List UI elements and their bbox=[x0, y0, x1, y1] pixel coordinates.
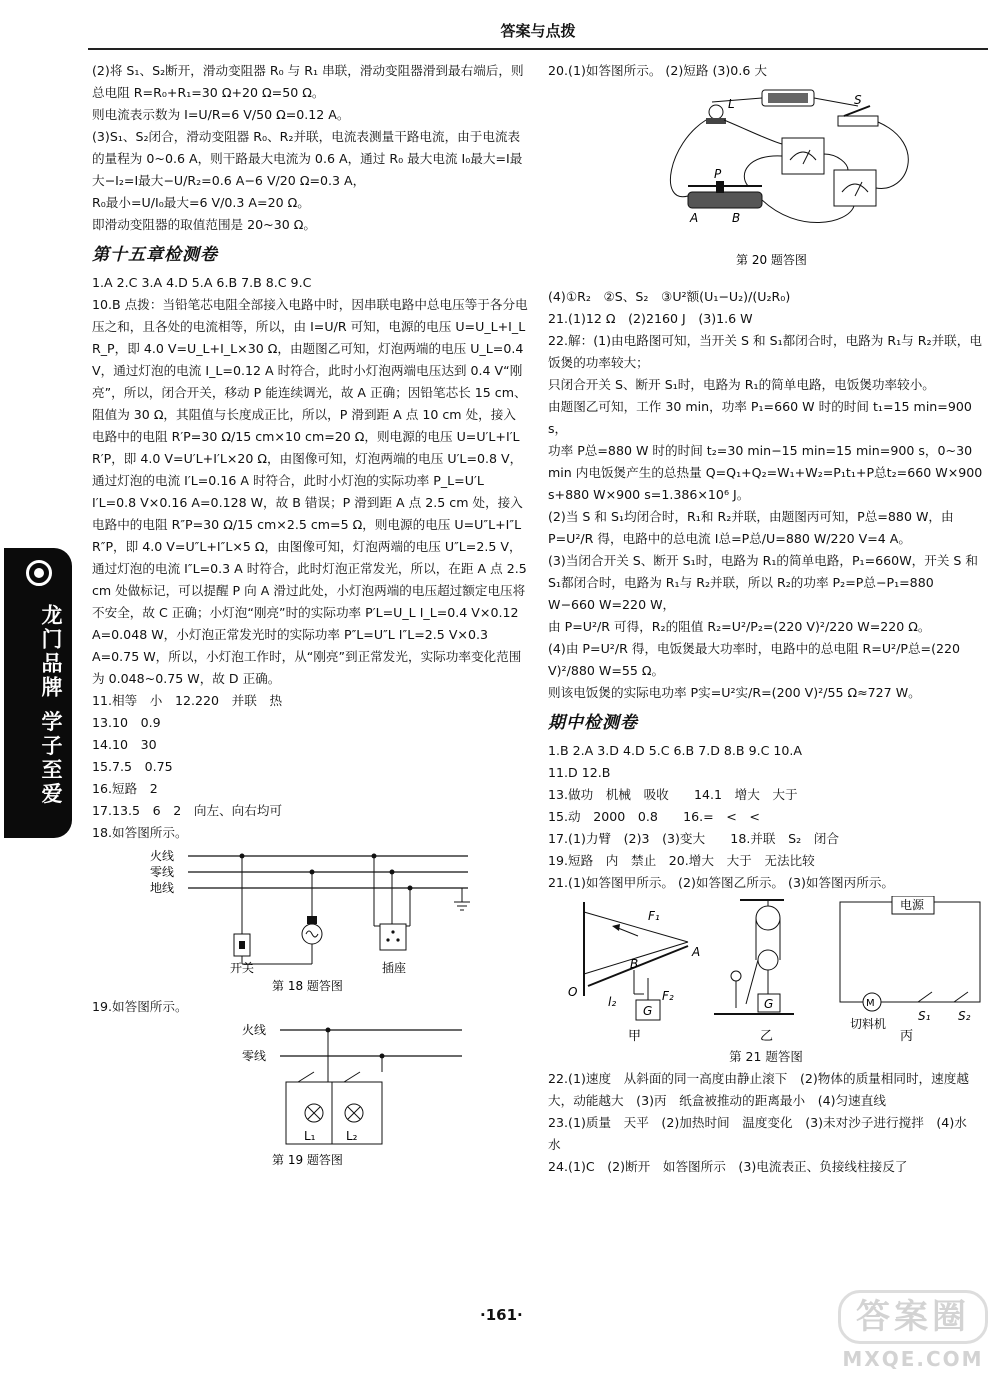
left-column bbox=[92, 60, 528, 1172]
answer-para: (3)S₁、S₂闭合，滑动变阻器 R₀、R₂并联，电流表测量干路电流，由于电流表的量程为 0~0.6 A，则干路最大电流为 0.6 A，通过 R₀ 最大电流 I₀最大=I最大−I₂=I最大−U/R₂=0.6 A−6 V/20 Ω=0.3 A， bbox=[92, 129, 523, 188]
label-cutter: 切料机 bbox=[850, 1017, 887, 1031]
label-arm-l2: l₂ bbox=[608, 995, 617, 1009]
label-diagram-jia: 甲 bbox=[628, 1029, 642, 1044]
answer-para: 22.(1)速度 从斜面的同一高度由静止滚下 (2)物体的质量相同时，速度越大，动能越大 (3)丙 纸盒被推动的距离最小 (4)匀速直线 bbox=[548, 1071, 969, 1108]
pulley-icon bbox=[756, 906, 780, 930]
site-watermark bbox=[838, 1290, 988, 1372]
answer-para: 则电流表示数为 I=U/R=6 V/50 Ω=0.12 A。 bbox=[92, 107, 350, 122]
watermark-logo-text: 答案圈 bbox=[838, 1290, 988, 1344]
answer-para: 则该电饭煲的实际电功率 P实=U²实/R=(200 V)²/55 Ω≈727 W。 bbox=[548, 685, 921, 700]
answer-line: 21.(1)12 Ω (2)2160 J (3)1.6 W bbox=[548, 311, 753, 326]
label-lamp-l: L bbox=[728, 97, 735, 111]
answer-para: 22.解：(1)由电路图可知，当开关 S 和 S₁都闭合时，电路为 R₁与 R₂并联，电饭煲的功率较大； bbox=[548, 333, 982, 370]
label-slider-p: P bbox=[714, 167, 722, 181]
answer-line: 19.如答图所示。 bbox=[92, 999, 188, 1014]
answer-para: 由题图乙可知，工作 30 min，功率 P₁=660 W 时的时间 t₁=15 min=900 s， bbox=[548, 399, 972, 436]
answer-para: (4)由 P=U²/R 得，电饭煲最大功率时，电路中的总电阻 R=U²/P总=(220 V)²/880 W=55 Ω。 bbox=[548, 641, 961, 678]
right-column bbox=[548, 60, 984, 1178]
answer-para: 23.(1)质量 天平 (2)加热时间 温度变化 (3)未对沙子进行搅拌 (4)水 水 bbox=[548, 1115, 980, 1152]
label-live-wire: 火线 bbox=[150, 849, 175, 863]
label-point-o: O bbox=[568, 985, 578, 999]
label-switch-s1: S₁ bbox=[918, 1009, 931, 1023]
label-force-f1: F₁ bbox=[648, 909, 660, 923]
answer-para: 24.(1)C (2)断开 如答图所示 (3)电流表正、负接线柱接反了 bbox=[548, 1159, 908, 1174]
label-neutral-wire: 零线 bbox=[150, 865, 175, 879]
pulley-icon bbox=[758, 950, 778, 970]
label-diagram-yi: 乙 bbox=[760, 1029, 774, 1044]
answer-line: 13.10 0.9 bbox=[92, 715, 161, 730]
answer-para: (3)当闭合开关 S、断开 S₁时，电路为 R₁的简单电路，P₁=660W，开关 S 和 S₁都闭合时，电路为 R₁与 R₂并联，所以 R₂的功率 P₂=P总−P₁=880 W−660 W=220 W， bbox=[548, 553, 979, 612]
label-weight-g: G bbox=[764, 997, 774, 1011]
answer-para: (2)将 S₁、S₂断开，滑动变阻器 R₀ 与 R₁ 串联，滑动变阻器滑到最右端后，则总电阻 R=R₀+R₁=30 Ω+20 Ω=50 Ω。 bbox=[92, 63, 524, 100]
label-switch: 开关 bbox=[230, 961, 255, 975]
answer-para: R₀最小=U/I₀最大=6 V/0.3 A=20 Ω。 bbox=[92, 195, 310, 210]
answer-line: 18.如答图所示。 bbox=[92, 825, 188, 840]
figure-19-wiring bbox=[92, 1020, 528, 1170]
switch-icon bbox=[918, 992, 932, 1002]
brand-sidebar bbox=[4, 548, 72, 838]
answer-line: (4)①R₂ ②S、S₂ ③U²额(U₁−U₂)/(U₂R₀) bbox=[548, 289, 791, 304]
answer-line: 20.(1)如答图所示。 (2)短路 (3)0.6 大 bbox=[548, 63, 767, 78]
answer-line: 19.短路 内 禁止 20.增大 大于 无法比较 bbox=[548, 853, 815, 868]
label-power-source: 电源 bbox=[900, 898, 925, 912]
answer-line: 15.动 2000 0.8 16.= < < bbox=[548, 809, 760, 824]
answer-line: 17.13.5 6 2 向左、向右均可 bbox=[92, 803, 283, 818]
sidebar-slogan: 龙门品牌 学子至爱 bbox=[39, 604, 63, 807]
answer-para: 由 P=U²/R 可得，R₂的阻值 R₂=U²/P₂=(220 V)²/220 W=220 Ω。 bbox=[548, 619, 931, 634]
answer-line: 21.(1)如答图甲所示。 (2)如答图乙所示。 (3)如答图丙所示。 bbox=[548, 875, 895, 890]
page-number: ·161· bbox=[480, 1306, 523, 1324]
answer-line: 1.A 2.C 3.A 4.D 5.A 6.B 7.B 8.C 9.C bbox=[92, 275, 312, 290]
label-ground-wire: 地线 bbox=[150, 881, 175, 895]
label-terminal-a: A bbox=[690, 211, 699, 225]
figure-20-circuit bbox=[548, 84, 984, 284]
watermark-url: MXQE.COM bbox=[842, 1347, 984, 1371]
label-diagram-bing: 丙 bbox=[900, 1029, 914, 1044]
answer-line: 17.(1)力臂 (2)3 (3)变大 18.并联 S₂ 闭合 bbox=[548, 831, 839, 846]
label-socket: 插座 bbox=[382, 961, 407, 975]
answer-line: 14.10 30 bbox=[92, 737, 157, 752]
page-header bbox=[88, 14, 988, 50]
answer-para-q10: 10.B 点拨：当铅笔芯电阻全部接入电路中时，因串联电路中总电压等于各分电压之和，且各处的电流相等，所以，由 I=U/R 可知，电源的电压 U=U_L+I_L R_P，即 4.0 V=U_L+I_L×30 Ω，由题图乙可知，灯泡两端的电压 U_L=0.4 V，通过灯泡的电流 I_L=0.12 A 时符合，此时小灯泡两端电压达到 0.4 V“刚亮”，所以，闭合开关，移动 P 能连续调光，故 A 正确；因铅笔芯长 15 cm、阻值为 30 Ω，其阻值与长度成正比，所以，P 滑到距 A 点 10 cm 处，接入电路中的电阻 R′P=30 Ω/15 cm×10 cm=20 Ω，则电源的电压 U=U′L+I′L R′P，即 4.0 V=U′L+I′L×20 Ω，由图像可知，灯泡两端的电压 U′L=0.8 V，通过灯泡的电流 I′L=0.16 A 时符合，此时小灯泡的实际功率 P_L=U′L I′L=0.8 V×0.16 A=0.128 W，故 B 错误；P 滑到距 A 点 2.5 cm 处，接入电路中的电阻 R″P=30 Ω/15 cm×2.5 cm=5 Ω，则电源的电压 U=U″L+I″L R″P，即 4.0 V=U″L+I″L×5 Ω，由图像可知，灯泡两端的电压 U″L=2.5 V，通过灯泡的电流 I″L=0.3 A 时符合，此时灯泡正常发光，所以，在距 A 点 2.5 cm 处做标记，可以提醒 P 向 A 滑过此处，小灯泡两端的电压超过额定电压将不安全，故 C 正确；小灯泡“刚亮”时的实际功率 P′L=U_L I_L=0.4 V×0.12 A=0.048 W，小灯泡正常发光时的实际功率 P″L=U″L I″L=2.5 V×0.3 A=0.75 W，所以，小灯泡工作时，从“刚亮”到正常发光，实际功率变化范围为 0.048~0.75 W，故 D 正确。 bbox=[92, 297, 528, 686]
switch-icon bbox=[954, 992, 968, 1002]
label-live-wire: 火线 bbox=[242, 1023, 267, 1037]
answer-line: 13.做功 机械 吸收 14.1 增大 大于 bbox=[548, 787, 798, 802]
answer-para: (2)当 S 和 S₁均闭合时，R₁和 R₂并联，由题图丙可知，P总=880 W，由 P=U²/R 得，电路中的总电流 I总=P总/U=880 W/220 V=4 A。 bbox=[548, 509, 954, 546]
answer-line: 16.短路 2 bbox=[92, 781, 158, 796]
figure-20-caption: 第 20 题答图 bbox=[736, 253, 807, 267]
figure-19-caption: 第 19 题答图 bbox=[272, 1153, 343, 1167]
ammeter-icon bbox=[834, 170, 876, 206]
answer-line: 11.相等 小 12.220 并联 热 bbox=[92, 693, 283, 708]
figure-21-diagrams bbox=[548, 896, 984, 1044]
label-weight-g: G bbox=[643, 1004, 653, 1018]
switch-icon bbox=[838, 116, 878, 126]
header-title: 答案与点拨 bbox=[500, 22, 576, 40]
figure-21-caption: 第 21 题答图 bbox=[729, 1049, 803, 1064]
label-point-a: A bbox=[692, 945, 701, 959]
label-l2: L₂ bbox=[346, 1129, 358, 1143]
label-l1: L₁ bbox=[304, 1129, 316, 1143]
person-icon bbox=[731, 971, 741, 981]
label-motor: M bbox=[866, 998, 875, 1009]
figure-18-caption: 第 18 题答图 bbox=[272, 979, 343, 993]
switch-icon bbox=[344, 1072, 360, 1082]
label-terminal-b: B bbox=[732, 211, 741, 225]
answer-para: 只闭合开关 S、断开 S₁时，电路为 R₁的简单电路，电饭煲功率较小。 bbox=[548, 377, 935, 392]
switch-icon bbox=[298, 1072, 314, 1082]
socket-icon bbox=[380, 924, 406, 950]
section-title-chapter15: 第十五章检测卷 bbox=[92, 245, 218, 265]
rheostat-icon bbox=[688, 192, 762, 208]
label-point-b: B bbox=[630, 957, 639, 971]
answer-line: 11.D 12.B bbox=[548, 765, 611, 780]
label-switch-s: S bbox=[854, 93, 862, 107]
figure-18-wiring bbox=[92, 846, 528, 994]
label-force-f2: F₂ bbox=[662, 989, 674, 1003]
answer-line: 1.B 2.A 3.D 4.D 5.C 6.B 7.D 8.B 9.C 10.A bbox=[548, 743, 803, 758]
answer-para: 功率 P总=880 W 时的时间 t₂=30 min−15 min=15 min=900 s，0~30 min 内电饭煲产生的总热量 Q=Q₁+Q₂=W₁+W₂=P₁t₁+P总t₂=660 W×900 s+880 W×900 s=1.386×10⁶ J。 bbox=[548, 443, 983, 502]
answer-line: 15.7.5 0.75 bbox=[92, 759, 173, 774]
brand-logo-icon bbox=[26, 560, 52, 586]
voltmeter-icon bbox=[782, 138, 824, 174]
bulb-icon bbox=[709, 105, 723, 119]
label-switch-s2: S₂ bbox=[958, 1009, 971, 1023]
label-neutral-wire: 零线 bbox=[242, 1049, 267, 1063]
section-title-midterm: 期中检测卷 bbox=[548, 713, 638, 733]
answer-para: 即滑动变阻器的取值范围是 20~30 Ω。 bbox=[92, 217, 316, 232]
